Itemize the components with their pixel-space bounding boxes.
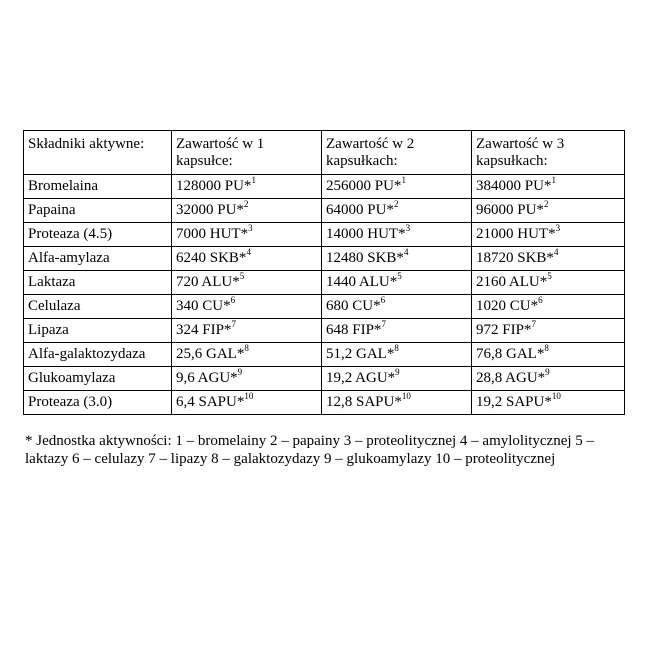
dose-1-cell [172, 343, 322, 367]
dose-2-cell [322, 343, 472, 367]
footnote-ref: 1 [551, 175, 556, 185]
dose-value: 14000 HUT* [326, 226, 406, 242]
footnote-ref: 1 [401, 175, 406, 185]
dose-value: 256000 PU* [326, 178, 402, 194]
dose-value: 19,2 SAPU* [476, 394, 552, 410]
footnote-ref: 5 [397, 271, 402, 281]
table-row [24, 175, 625, 199]
dose-2-cell [322, 391, 472, 415]
ingredient-name: Proteaza (4.5) [24, 223, 172, 247]
ingredient-name: Alfa-galaktozydaza [24, 343, 172, 367]
activity-unit-footnote: * Jednostka aktywności: 1 – bromelainy 2 – papainy 3 – proteolitycznej 4 – amylolitycznej 5 – laktazy 6 – celulazy 7 – lipazy 8 – galaktozydazy 9 – glukoamylazy 10 – proteolitycznej [25, 433, 595, 467]
footnote-ref: 6 [380, 295, 386, 305]
dose-value: 680 CU* [326, 298, 381, 314]
dose-value: 340 CU* [176, 298, 231, 314]
footnote-ref: 9 [237, 367, 243, 377]
dose-value: 6240 SKB* [176, 250, 247, 266]
footnote-ref: 7 [231, 319, 236, 329]
table-row [24, 247, 625, 271]
footnote-ref: 10 [244, 391, 254, 401]
dose-3-cell [472, 175, 625, 199]
dose-value: 1440 ALU* [326, 274, 398, 290]
table-row [24, 319, 625, 343]
dose-1-cell [172, 247, 322, 271]
dose-2-cell [322, 199, 472, 223]
dose-value: 1020 CU* [476, 298, 539, 314]
dose-1-cell [172, 391, 322, 415]
footnote-ref: 9 [545, 367, 550, 377]
footnote-ref: 2 [543, 199, 549, 209]
header-dose-3: Zawartość w 3 kapsułkach: [472, 131, 625, 175]
header-ingredients: Składniki aktywne: [24, 131, 172, 175]
document [23, 130, 624, 483]
dose-value: 648 FIP* [326, 322, 382, 338]
footnote-ref: 3 [555, 223, 561, 233]
dose-3-cell [472, 319, 625, 343]
ingredient-name: Celulaza [24, 295, 172, 319]
dose-value: 384000 PU* [476, 178, 552, 194]
dose-value: 28,8 AGU* [476, 370, 546, 386]
table-row [24, 271, 625, 295]
dose-3-cell [472, 271, 625, 295]
ingredient-name: Alfa-amylaza [24, 247, 172, 271]
dose-1-cell [172, 271, 322, 295]
dose-2-cell [322, 367, 472, 391]
footnote-ref: 7 [531, 319, 536, 329]
ingredient-name: Bromelaina [24, 175, 172, 199]
footnote-ref: 3 [248, 223, 253, 233]
ingredient-name: Glukoamylaza [24, 367, 172, 391]
dose-value: 76,8 GAL* [476, 346, 545, 362]
table-header-row [24, 131, 625, 175]
footnote-ref: 8 [394, 343, 399, 353]
ingredient-name: Laktaza [24, 271, 172, 295]
table-row [24, 391, 625, 415]
dose-value: 7000 HUT* [176, 226, 249, 242]
dose-3-cell [472, 199, 625, 223]
dose-value: 9,6 AGU* [176, 370, 238, 386]
dose-value: 6,4 SAPU* [176, 394, 245, 410]
footnote-ref: 9 [395, 367, 400, 377]
ingredients-table [23, 130, 625, 415]
header-dose-1: Zawartość w 1 kapsułce: [172, 131, 322, 175]
dose-value: 18720 SKB* [476, 250, 554, 266]
dose-1-cell [172, 319, 322, 343]
dose-value: 12,8 SAPU* [326, 394, 402, 410]
dose-2-cell [322, 247, 472, 271]
dose-value: 96000 PU* [476, 202, 544, 218]
ingredient-name: Papaina [24, 199, 172, 223]
dose-1-cell [172, 199, 322, 223]
dose-value: 972 FIP* [476, 322, 532, 338]
footnote-ref: 2 [393, 199, 399, 209]
dose-3-cell [472, 247, 625, 271]
footnote-ref: 8 [544, 343, 549, 353]
dose-value: 128000 PU* [176, 178, 252, 194]
footnote-ref: 4 [403, 247, 409, 257]
footnote-ref: 10 [551, 391, 561, 401]
footnote-ref: 6 [230, 295, 236, 305]
table-row [24, 199, 625, 223]
footnote-ref: 4 [553, 247, 559, 257]
dose-3-cell [472, 295, 625, 319]
dose-value: 21000 HUT* [476, 226, 556, 242]
dose-3-cell [472, 223, 625, 247]
dose-value: 51,2 GAL* [326, 346, 395, 362]
footnote-ref: 4 [246, 247, 251, 257]
dose-value: 64000 PU* [326, 202, 394, 218]
footnote-ref: 5 [239, 271, 245, 281]
dose-1-cell [172, 175, 322, 199]
ingredient-name: Lipaza [24, 319, 172, 343]
dose-3-cell [472, 391, 625, 415]
dose-1-cell [172, 223, 322, 247]
header-dose-2: Zawartość w 2 kapsułkach: [322, 131, 472, 175]
table-body [24, 175, 625, 415]
footnote-ref: 2 [243, 199, 249, 209]
dose-3-cell [472, 367, 625, 391]
table-row [24, 295, 625, 319]
dose-value: 324 FIP* [176, 322, 232, 338]
dose-value: 2160 ALU* [476, 274, 548, 290]
dose-value: 720 ALU* [176, 274, 240, 290]
dose-3-cell [472, 343, 625, 367]
table-row [24, 343, 625, 367]
dose-2-cell [322, 223, 472, 247]
dose-2-cell [322, 175, 472, 199]
dose-value: 19,2 AGU* [326, 370, 396, 386]
footnote-ref: 5 [547, 271, 552, 281]
ingredient-name: Proteaza (3.0) [24, 391, 172, 415]
footnote-ref: 10 [401, 391, 411, 401]
table-row [24, 367, 625, 391]
dose-value: 12480 SKB* [326, 250, 404, 266]
table-row [24, 223, 625, 247]
dose-2-cell [322, 295, 472, 319]
dose-2-cell [322, 319, 472, 343]
dose-2-cell [322, 271, 472, 295]
dose-1-cell [172, 367, 322, 391]
footnote-ref: 3 [405, 223, 411, 233]
footnote-ref: 7 [381, 319, 386, 329]
footnote-ref: 8 [244, 343, 249, 353]
dose-1-cell [172, 295, 322, 319]
dose-value: 25,6 GAL* [176, 346, 245, 362]
footnote-ref: 1 [251, 175, 256, 185]
footnote-ref: 6 [538, 295, 543, 305]
dose-value: 32000 PU* [176, 202, 244, 218]
